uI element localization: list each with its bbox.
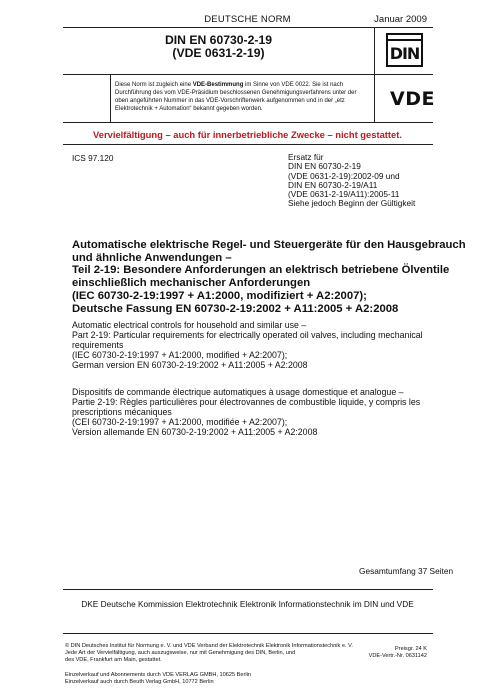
din-logo-text: DIN <box>389 44 420 63</box>
vde-number: (VDE 0631-2-19) <box>172 46 265 60</box>
footer-top-rule <box>63 633 433 634</box>
german-title-line: einschließlich mechanischer Anforderungen <box>72 277 311 290</box>
replacement-line: Ersatz für <box>288 152 324 162</box>
replacement-info <box>288 153 415 209</box>
copyright-line: Jede Art der Vervielfältigung, auch auszugsweise, nur mit Genehmigung des DIN, Berlin, und <box>65 649 296 656</box>
notice-box-left-rule <box>110 74 111 122</box>
vde-notice: Diese Norm ist zugleich eine VDE-Bestimmung im Sinne von VDE 0022. Sie ist nach Durchführung des vom VDE-Präsidium beschlossenen Genehmigungsverfahrens unter der oben angeführten Nummer in das VDE-Vorschriftenwerk aufgenommen und in der „etz Elektrotechnik + Automation“ bekannt gegeben worden. <box>115 82 357 112</box>
english-title-line: Part 2-19: Particular requirements for electrically operated oil valves, including mechanical <box>72 330 423 341</box>
reproduction-warning: Vervielfältigung – auch für innerbetriebliche Zwecke – nicht gestattet. <box>93 129 402 140</box>
sales-info <box>65 672 251 686</box>
french-title-line: Partie 2-19: Règles particulières pour électrovannes de combustible liquide, y compris les <box>72 397 421 408</box>
vde-logo: VDE <box>390 88 435 110</box>
replacement-line: (VDE 0631-2-19):2002-09 und <box>288 170 400 181</box>
german-title-line: (IEC 60730-2-19:1997 + A1:2000, modifiziert + A2:2007); <box>72 289 367 302</box>
dke-line: DKE Deutsche Kommission Elektrotechnik Elektronik Informationstechnik im DIN und VDE <box>81 599 414 609</box>
ics-code: ICS 97.120 <box>72 153 114 163</box>
english-title-line: (IEC 60730-2-19:1997 + A1:2000, modified + A2:2007); <box>72 350 288 361</box>
german-title-line: Automatische elektrische Regel- und Steuergeräte für den Hausgebrauch <box>72 239 466 251</box>
english-title-line: German version EN 60730-2-19:2002 + A11:2005 + A2:2008 <box>72 360 308 371</box>
norm-type: DEUTSCHE NORM <box>204 14 291 25</box>
german-title-line: Deutsche Fassung EN 60730-2-19:2002 + A11:2005 + A2:2008 <box>72 302 399 315</box>
french-title-line: Dispositifs de commande électrique automatiques à usage domestique et analogue – <box>72 387 404 397</box>
warning-bottom-rule <box>63 144 433 145</box>
french-title-line: Version allemande EN 60730-2-19:2002 + A11:2005 + A2:2008 <box>72 427 318 438</box>
french-title-line: (CEI 60730-2-19:1997 + A1:2000, modifiée + A2:2007); <box>72 417 288 428</box>
notice-box-right-rule <box>374 74 375 122</box>
sales-line: Einzelverkauf auch durch Beuth Verlag GmbH, 10772 Berlin <box>65 678 214 685</box>
price-group: Preisgr. 24 K <box>394 646 427 652</box>
english-title-line: requirements <box>72 340 124 351</box>
notice-bottom-rule <box>63 122 433 123</box>
copyright-line: © DIN Deutsches Institut für Normung e. V. und VDE Verband der Elektrotechnik Elektronik Informationstechnik e. V. <box>65 643 353 649</box>
replacement-line: DIN EN 60730-2-19/A11 <box>288 179 378 190</box>
total-pages: Gesamtumfang 37 Seiten <box>359 566 454 576</box>
french-title-line: prescriptions mécaniques <box>72 407 172 418</box>
replacement-line: DIN EN 60730-2-19 <box>288 161 361 172</box>
copyright-line: des VDE, Frankfurt am Main, gestattet. <box>65 656 162 663</box>
german-title-line: und ähnliche Anwendungen – <box>72 251 232 264</box>
copyright-notice <box>65 643 365 663</box>
french-title <box>72 387 432 437</box>
title-box-divider <box>374 27 375 74</box>
standard-number: DIN EN 60730-2-19 <box>164 33 273 47</box>
english-title <box>72 320 432 370</box>
price-info <box>369 646 427 660</box>
sales-line: Einzelverkauf und Abonnements durch VDE VERLAG GMBH, 10625 Berlin <box>65 672 251 678</box>
dke-top-rule <box>63 589 433 590</box>
german-title <box>72 239 466 315</box>
din-logo <box>386 33 423 67</box>
german-title-line: Teil 2-19: Besondere Anforderungen an elektrisch betriebene Ölventile <box>72 264 450 277</box>
vde-vertr-number: VDE-Vertr.-Nr. 0631142 <box>368 652 427 659</box>
replacement-line: Siehe jedoch Beginn der Gültigkeit <box>288 198 416 209</box>
replacement-line: (VDE 0631-2-19/A11):2005-11 <box>288 189 400 200</box>
issue-date: Januar 2009 <box>374 14 427 25</box>
title-box-bottom-rule <box>63 74 433 75</box>
standard-title-box <box>63 28 374 74</box>
english-title-line: Automatic electrical controls for household and similar use – <box>72 320 307 330</box>
